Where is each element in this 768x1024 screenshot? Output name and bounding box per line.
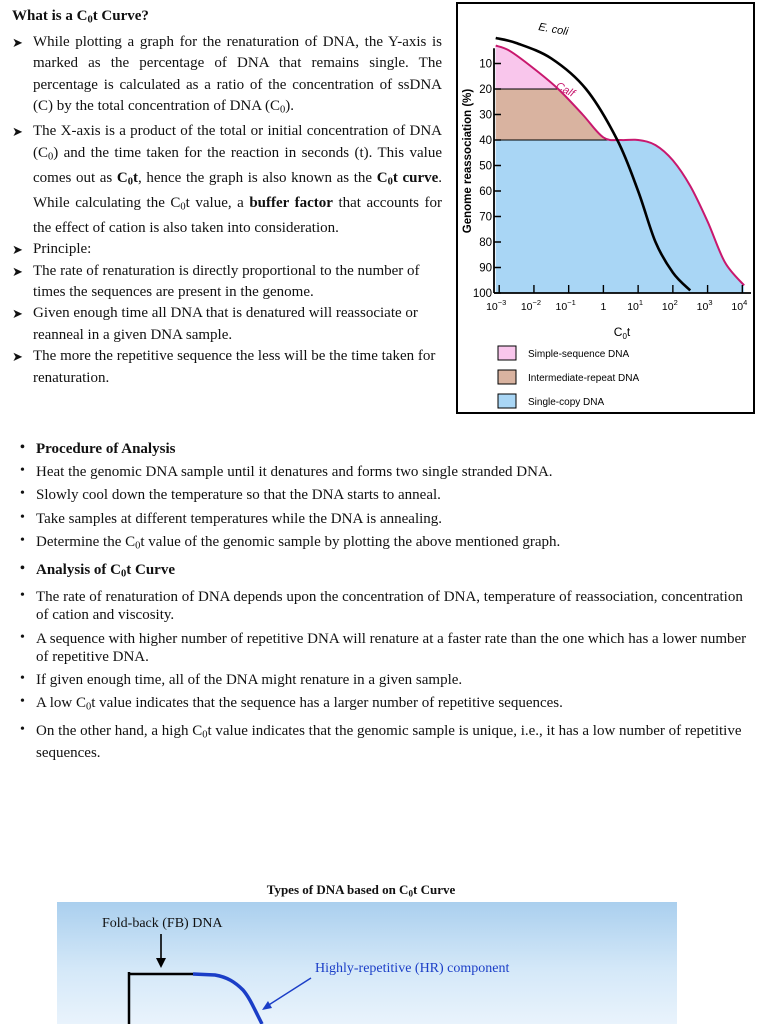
y-tick-label: 10 <box>479 58 492 71</box>
bullet-dot-icon: • <box>20 588 25 604</box>
y-axis-label: Genome reassociation (%) <box>462 88 474 234</box>
y-tick-label: 70 <box>479 211 492 224</box>
bullet-dot-icon: • <box>20 486 25 502</box>
bullet-dot-icon: • <box>20 721 25 737</box>
cot-curve-chart <box>458 4 753 412</box>
intro-section <box>12 6 442 389</box>
analysis-section <box>20 440 750 768</box>
bullet-item: • If given enough time, all of the DNA might renature in a given sample. <box>20 670 463 688</box>
y-tick-label: 50 <box>479 160 492 173</box>
bullet-item: • Determine the $C_0t$ value of the genomic sample by plotting the above mentioned graph. <box>20 532 561 552</box>
bullet-item: • On the other hand, a high $C_0t$ value indicates that the genomic sample is unique, i.e., it has a low number of repetitive sequences. <box>20 721 742 762</box>
legend-label: Single-copy DNA <box>528 397 605 408</box>
legend-swatch <box>498 394 516 408</box>
heading-text: t Curve? <box>92 8 149 24</box>
hr-curve <box>193 974 262 1024</box>
fold-back-label: Fold-back (FB) DNA <box>102 916 223 931</box>
x-axis-label: $C_0t$ <box>613 325 631 341</box>
bullet-dot-icon: • <box>20 509 25 525</box>
bullet-item: • A low $C_0t$ value indicates that the sequence has a larger number of repetitive sequences. <box>20 693 563 713</box>
bullet-dot-icon: • <box>20 463 25 479</box>
bullet-dot-icon: • <box>20 693 25 709</box>
bullet-procedure-heading: • Procedure of Analysis <box>20 440 176 457</box>
y-tick-label: 20 <box>479 84 492 96</box>
x-tick-label: 1 <box>600 301 607 313</box>
bullet-item: • Heat the genomic DNA sample until it denatures and forms two single stranded DNA. <box>20 463 553 481</box>
ecoli-curve-label: E. coli <box>537 21 570 39</box>
section-heading <box>12 6 442 31</box>
bullet-dot-icon: • <box>20 629 25 645</box>
bullet-dot-icon: • <box>20 440 25 455</box>
types-figure-svg <box>57 902 677 1024</box>
legend-swatch <box>498 346 516 360</box>
bullet-dot-icon: • <box>20 532 25 548</box>
bullet-item: • The rate of renaturation of DNA depends upon the concentration of DNA, temperature of reassociation, concentration of cation and viscosity. <box>20 588 743 624</box>
x-tick-label: $10^{-2}$ <box>520 298 542 313</box>
x-tick-label: $10^{-3}$ <box>486 298 507 313</box>
bullet-dot-icon: • <box>20 560 25 576</box>
types-figure-panel <box>57 902 677 1024</box>
y-tick-label: 80 <box>479 237 492 249</box>
arrow-bullet-icon: ➤ <box>12 263 23 279</box>
paragraph-yaxis: ➤ While plotting a graph for the renaturation of DNA, the Y-axis is marked as the percentage of DNA that remains single. The percentage is calculated as a ratio of the concentration of ssDNA (C) by the total concentration of DNA $(C_0)$. <box>12 34 442 116</box>
arrow-bullet-icon: ➤ <box>12 306 23 322</box>
heading-text: What is a C <box>12 8 88 24</box>
bullet-item: • A sequence with higher number of repetitive DNA will renature at a faster rate than the one which has a lower number of repetitive DNA. <box>20 629 747 665</box>
hr-component-label: Highly-repetitive (HR) component <box>315 961 510 976</box>
types-figure-title: Types of DNA based on $C_0t$ Curve <box>266 882 456 899</box>
arrow-bullet-icon: ➤ <box>12 124 23 140</box>
legend-swatch <box>498 370 516 384</box>
x-tick-label: $10^{-1}$ <box>555 298 576 313</box>
cot-chart-box <box>456 2 755 414</box>
legend-label: Intermediate-repeat DNA <box>528 373 640 384</box>
paragraph-xaxis: ➤ The X-axis is a product of the total or initial concentration of DNA $(C_0)$ and the time taken for the reaction in seconds (t). This value comes out as $C_0t$, hence the graph is also known as the $C_0t$ curve. While calculating the $C_0t$ value, a buffer factor that accounts for the effect of cation is also taken into consideration. <box>12 123 443 236</box>
fold-back-arrowhead <box>156 958 166 968</box>
y-tick-label: 30 <box>479 109 492 122</box>
bullet-dot-icon: • <box>20 670 25 686</box>
arrow-bullet-icon: ➤ <box>12 35 23 51</box>
arrow-bullet-icon: ➤ <box>12 349 23 365</box>
bullet-analysis-heading: • Analysis of $C_0t$ Curve <box>20 560 176 580</box>
y-tick-label: 100 <box>472 288 492 300</box>
x-tick-label: $10^3$ <box>696 298 713 313</box>
paragraph-rate: ➤ The rate of renaturation is directly proportional to the number of times the sequences are present in the genome. <box>12 262 420 300</box>
calf-curve-label: Calf <box>553 80 577 100</box>
bullet-item: • Slowly cool down the temperature so that the DNA starts to anneal. <box>20 486 441 504</box>
y-tick-label: 40 <box>479 135 492 147</box>
x-tick-label: $10^1$ <box>627 298 644 313</box>
x-tick-label: $10^4$ <box>731 298 748 313</box>
bullet-item: • Take samples at different temperatures while the DNA is annealing. <box>20 509 443 527</box>
paragraph-time: ➤ Given enough time all DNA that is denatured will reassociate or reanneal in a given DNA sample. <box>12 305 418 343</box>
arrow-bullet-icon: ➤ <box>12 242 23 258</box>
paragraph-repetitive: ➤ The more the repetitive sequence the less will be the time taken for renaturation. <box>12 348 436 386</box>
legend-label: Simple-sequence DNA <box>528 349 630 360</box>
y-tick-label: 60 <box>479 186 492 198</box>
subscript: 0 <box>87 14 93 26</box>
hr-arrow <box>264 978 311 1008</box>
paragraph-principle: ➤ Principle: <box>12 239 442 260</box>
hr-arrowhead <box>262 1001 272 1010</box>
x-tick-label: $10^2$ <box>661 298 678 313</box>
y-tick-label: 90 <box>479 262 492 275</box>
